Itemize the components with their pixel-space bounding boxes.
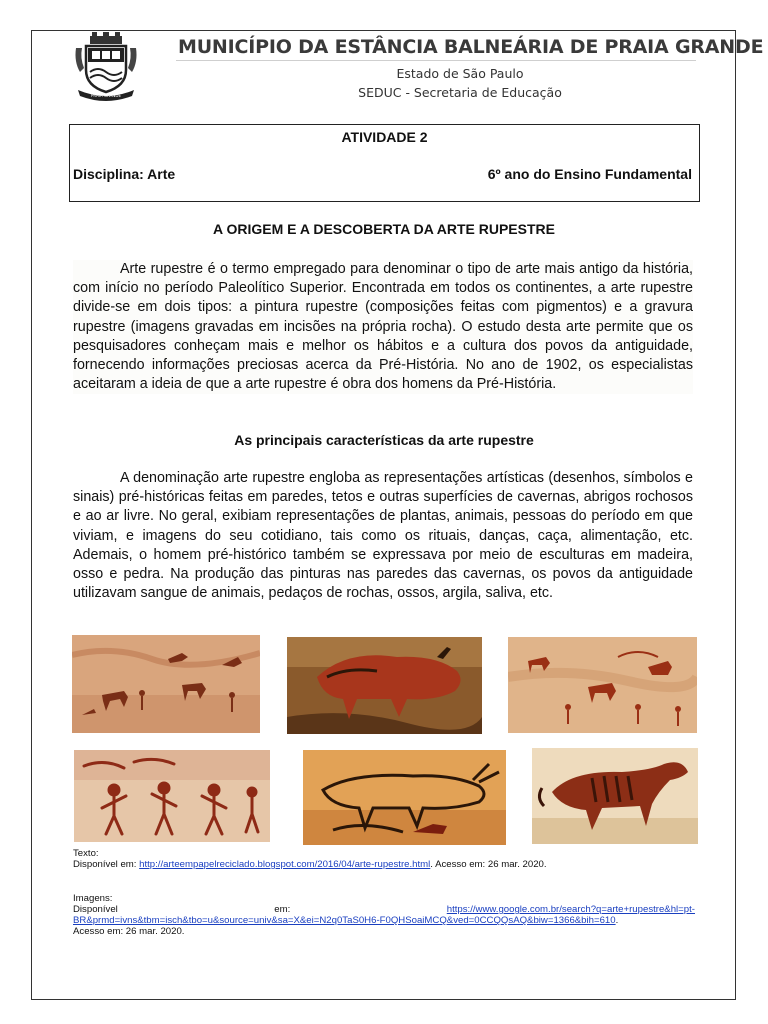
section2-paragraph <box>73 469 693 603</box>
subject-label: Disciplina: Arte <box>73 166 176 182</box>
images-reference <box>73 893 695 937</box>
coat-of-arms-icon <box>70 32 142 102</box>
section2-heading: As principais características da arte rupestre <box>234 432 534 448</box>
images-reference-prefix-b: em: <box>274 904 291 915</box>
svg-text:PRAIA GRANDE: PRAIA GRANDE <box>90 93 122 98</box>
header-divider <box>176 60 696 61</box>
section2-text: A denominação arte rupestre engloba as representações artísticas (desenhos, símbolos e sinais) pré-históricas feitas em paredes, tetos e outras superfícies de cavernas, abrigos rochosos e ao ar livre. No geral, exibiam representações de plantas, animais, pessoas do período em que viviam, e imagens do seu cotidiano, tais como os rituais, danças, caça, alimentação, etc. Ademais, o homem pré-histórico também se expressava por meio de esculturas em madeira, osso e pedra. Na produção das pinturas nas paredes das cavernas, os povos da antiguidade utilizavam sangue de animais, pedaços de rochas, ossos, argila, saliva, etc. <box>73 470 693 602</box>
cave-painting-horse-image <box>532 748 698 844</box>
text-reference <box>73 848 695 870</box>
images-reference-access: Acesso em: 26 mar. 2020. <box>73 926 185 937</box>
images-reference-line1 <box>73 904 695 915</box>
text-reference-source <box>73 859 695 870</box>
images-source-link-part1[interactable]: https://www.google.com.br/search?q=arte+rupestre&hl=pt- <box>446 904 695 915</box>
cave-painting-hunters-image <box>72 635 260 733</box>
cave-painting-bison-image <box>287 637 482 734</box>
text-source-link[interactable]: http://arteempapelreciclado.blogspot.com/2016/04/arte-rupestre.html <box>139 859 431 870</box>
text-reference-suffix: . Acesso em: 26 mar. 2020. <box>430 859 547 870</box>
images-reference-line2 <box>73 915 695 926</box>
department-name: SEDUC - Secretaria de Educação <box>358 85 562 100</box>
text-reference-prefix: Disponível em: <box>73 859 140 870</box>
municipality-title: MUNICÍPIO DA ESTÂNCIA BALNEÁRIA DE PRAIA GRANDE <box>178 36 764 58</box>
images-reference-label: Imagens: <box>73 893 113 904</box>
text-reference-label: Texto: <box>73 848 99 859</box>
images-reference-dot: . <box>615 915 619 926</box>
cave-painting-aurochs-image <box>303 750 506 845</box>
section1-paragraph <box>73 260 693 394</box>
cave-painting-dancers-image <box>74 750 270 842</box>
grade-label: 6º ano do Ensino Fundamental <box>487 166 692 182</box>
section1-heading: A ORIGEM E A DESCOBERTA DA ARTE RUPESTRE <box>213 221 555 237</box>
images-reference-prefix-a: Disponível <box>73 904 118 915</box>
activity-title: ATIVIDADE 2 <box>341 129 428 145</box>
state-name: Estado de São Paulo <box>396 66 524 81</box>
section1-text: Arte rupestre é o termo empregado para denominar o tipo de arte mais antigo da história, com início no período Paleolítico Superior. Encontrada em todos os continentes, a arte rupestre divide-se em dois tipos: a pintura rupestre (composições feitas com pigmentos) e a gravura rupestre (imagens gravadas em incisões na própria rocha). O estudo desta arte permite que os pesquisadores conheçam mais e melhor os hábitos e a cultura dos povos da antiguidade, fornecendo informações preciosas acerca da Pré-História. No ano de 1902, os especialistas aceitaram a ideia de que a arte rupestre é obra dos homens da Pré-História. <box>73 261 693 393</box>
cave-painting-deer-figures-image <box>508 637 697 733</box>
images-source-link-part2[interactable]: BR&prmd=ivns&tbm=isch&tbo=u&source=univ&sa=X&ei=N2q0TaS0H6-F0QHSoaiMCQ&ved=0CCQQsAQ&biw=1366&bih=610 <box>73 915 616 926</box>
